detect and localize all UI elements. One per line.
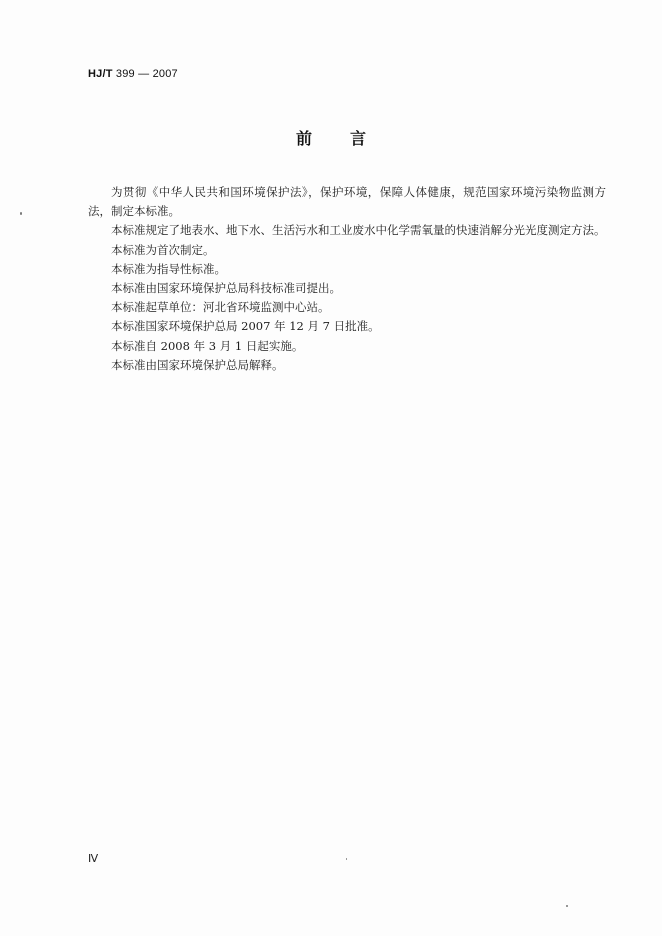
paragraph: 本标准为首次制定。 [111, 242, 215, 257]
paragraph: 为贯彻《中华人民共和国环境保护法》，保护环境，保障人体健康，规范国家环境污染物监测方法，制定本标准。 [88, 185, 606, 219]
scan-speck [566, 905, 568, 907]
foreword-body [88, 183, 606, 375]
paragraph: 本标准起草单位：河北省环境监测中心站。 [111, 300, 330, 315]
page-title-char-2: 言 [350, 129, 367, 148]
scan-speck [20, 212, 22, 215]
paragraph: 本标准由国家环境保护总局科技标准司提出。 [111, 281, 341, 296]
paragraph: 本标准自 2008 年 3 月 1 日起实施。 [111, 338, 304, 353]
paragraph: 本标准由国家环境保护总局解释。 [111, 357, 284, 372]
paragraph: 本标准国家环境保护总局 2007 年 12 月 7 日批准。 [111, 319, 380, 334]
page-number: Ⅳ [88, 853, 99, 865]
paragraph: 本标准为指导性标准。 [111, 261, 226, 276]
page-title [0, 126, 662, 149]
standard-code-number: 399 — 2007 [115, 68, 178, 80]
paragraph: 本标准规定了地表水、地下水、生活污水和工业废水中化学需氧量的快速消解分光光度测定方法。 [111, 223, 606, 238]
standard-code-header [88, 68, 178, 80]
standard-code-prefix: HJ/T [88, 68, 113, 80]
page-title-char-1: 前 [295, 129, 312, 148]
scan-speck [346, 858, 347, 860]
